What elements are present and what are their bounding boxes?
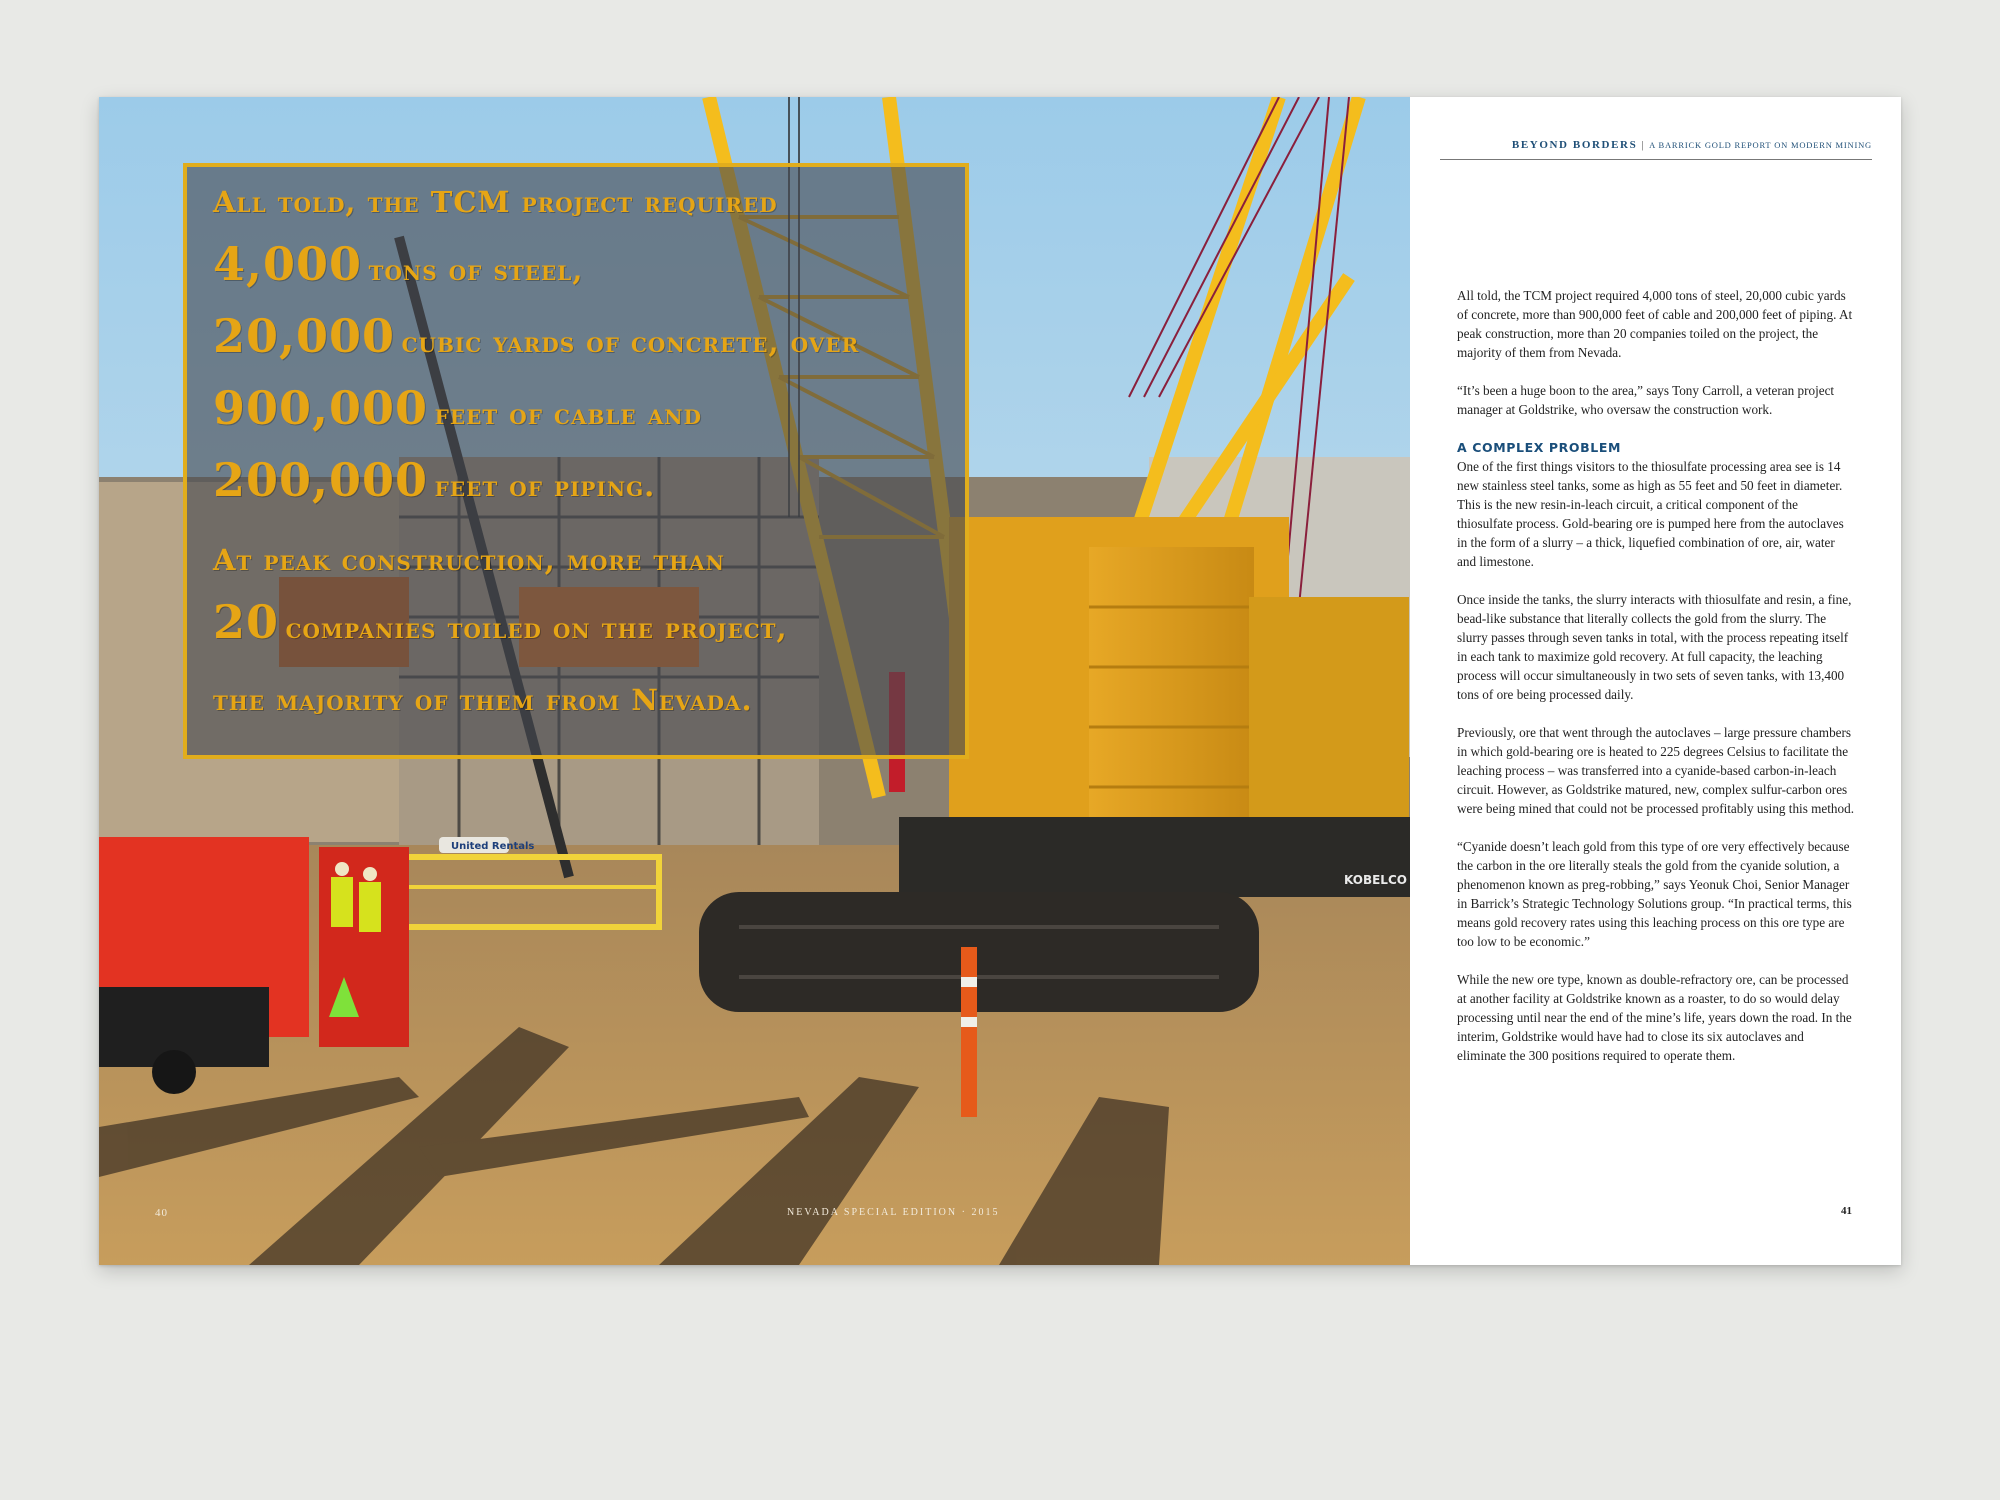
paragraph: “Cyanide doesn’t leach gold from this type of ore very effectively because the carbon in the ore literally steals the gold from the cyanide solution, a phenomenon known as preg-robbing,” says Yeonuk Choi, Senior Manager in Barrick’s Strategic Technology Solutions group. “In practical terms, this means gold recovery rates using this leaching process on this ore type are too low to be economic.”: [1457, 839, 1852, 949]
paragraph: Once inside the tanks, the slurry interacts with thiosulfate and resin, a fine, bead-like substance that literally collects the gold from the slurry. The slurry passes through seven tanks in total, with the process repeating itself in each tank to maximize gold recovery. At full capacity, the leaching process will occur simultaneously in two sets of seven tanks, with 13,400 tons of ore being processed daily.: [1457, 592, 1852, 702]
crane-brand-label: KOBELCO: [1344, 873, 1407, 887]
paragraph: “It’s been a huge boon to the area,” says Tony Carroll, a veteran project manager at Goldstrike, who oversaw the construction work.: [1457, 383, 1835, 417]
callout-line-4: 900,000 feet of cable and: [213, 381, 702, 435]
callout-line-3: 20,000 cubic yards of concrete, over: [213, 309, 860, 363]
lift-brand-label: United Rentals: [451, 841, 535, 852]
page-number-left: 40: [155, 1207, 168, 1219]
callout-line-1: All told, the TCM project required: [213, 185, 778, 219]
subhead: A COMPLEX PROBLEM: [1457, 440, 1622, 455]
stats-callout-box: [183, 163, 969, 759]
paragraph: Previously, ore that went through the autoclaves – large pressure chambers in which gold-bearing ore is heated to 225 degrees Celsius to facilitate the leaching process – was transferred into a cyanide-based carbon-in-leach circuit. However, as Goldstrike matured, new, complex sulfur-carbon ores were being mined that could not be processed profitably using this method.: [1457, 725, 1855, 816]
running-head-separator: |: [1641, 139, 1646, 151]
publication-footer: NEVADA SPECIAL EDITION · 2015: [787, 1207, 1000, 1218]
left-page: [99, 97, 1410, 1265]
right-page: [1410, 97, 1901, 1265]
paragraph: One of the first things visitors to the thiosulfate processing area see is 14 new stainless steel tanks, some as high as 55 feet and 50 feet in diameter. This is the new resin-in-leach circuit, a critical component of the thiosulfate process. Gold-bearing ore is pumped here from the autoclaves in the form of a slurry – a thick, liquefied combination of ore, air, water and limestone.: [1457, 459, 1844, 569]
callout-line-5: 200,000 feet of piping.: [213, 453, 656, 507]
article-body: [1457, 286, 1855, 1084]
callout-line-8: the majority of them from Nevada.: [213, 683, 753, 717]
callout-line-7: 20 companies toiled on the project,: [213, 595, 788, 649]
running-head: [1440, 139, 1872, 151]
callout-line-6: At peak construction, more than: [213, 543, 725, 577]
callout-line-2: 4,000 tons of steel,: [213, 237, 584, 291]
header-rule: [1440, 159, 1872, 160]
page-number-right: 41: [1841, 1205, 1852, 1217]
running-head-subtitle: A BARRICK GOLD REPORT ON MODERN MINING: [1649, 140, 1872, 150]
paragraph: All told, the TCM project required 4,000 tons of steel, 20,000 cubic yards of concrete, more than 900,000 feet of cable and 200,000 feet of piping. At peak construction, more than 20 companies toiled on the project, the majority of them from Nevada.: [1457, 288, 1853, 360]
paragraph: While the new ore type, known as double-refractory ore, can be processed at another facility at Goldstrike known as a roaster, to do so would delay processing until near the end of the mine’s life, years down the road. In the interim, Goldstrike would have had to close its six autoclaves and eliminate the 300 positions required to operate them.: [1457, 972, 1852, 1063]
magazine-spread: [99, 97, 1901, 1265]
running-head-title: BEYOND BORDERS: [1511, 139, 1638, 151]
